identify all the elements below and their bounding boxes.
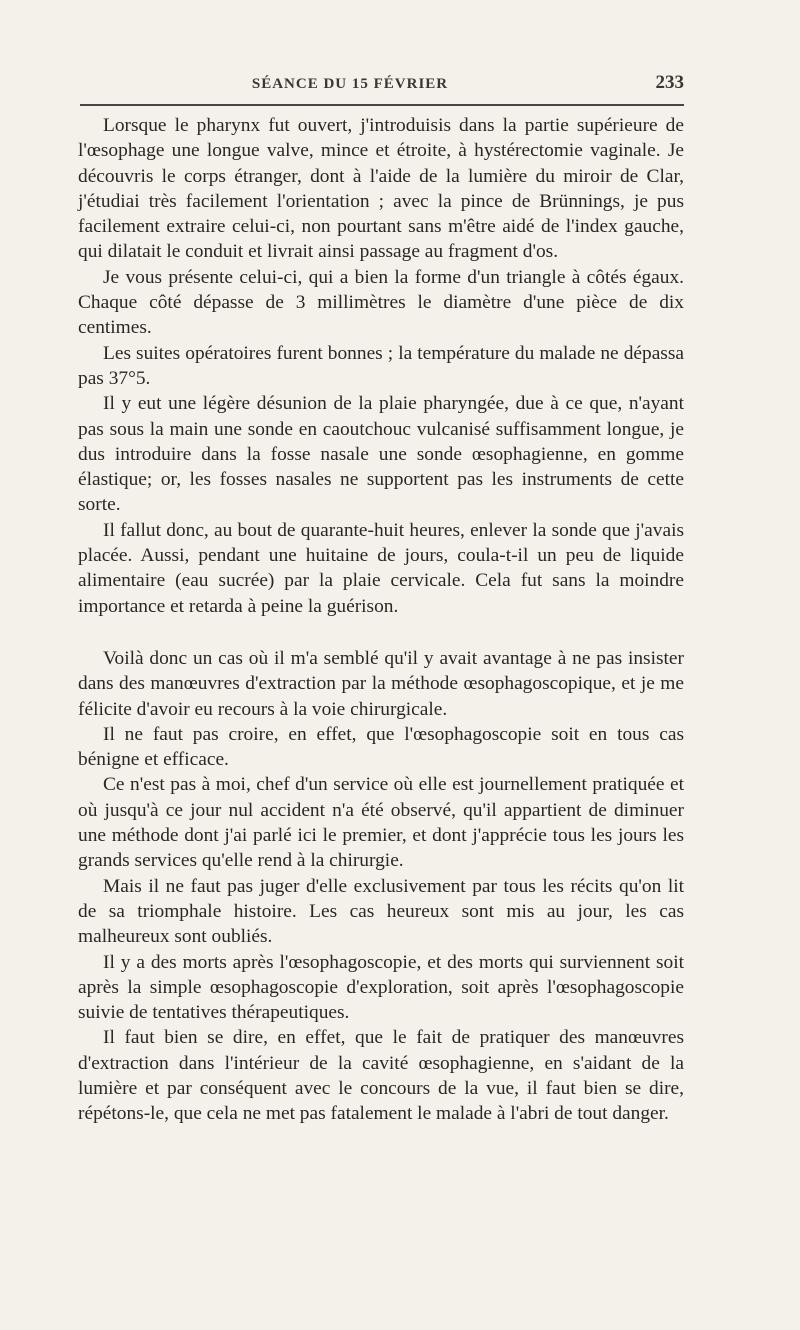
page-number: 233 — [655, 72, 684, 93]
paragraph: Lorsque le pharynx fut ouvert, j'introduisis dans la partie supérieure de l'œsophage une longue valve, mince et étroite, à hystérectomie vaginale. Je découvris le corps étranger, dont à l'aide de la lumière du miroir de Clar, j'étudiai très facilement l'orientation ; avec la pince de Brünnings, je pus facilement extraire celui-ci, non pourtant sans m'être aidé de l'index gauche, qui dilatait le conduit et livrait ainsi passage au fragment d'os. — [78, 115, 684, 263]
paragraph: Il y eut une légère désunion de la plaie pharyngée, due à ce que, n'ayant pas sous la main une sonde en caoutchouc vulcanisé suffisamment longue, je dus introduire dans la fosse nasale une sonde œsophagienne, en gomme élastique; or, les fosses nasales ne supportent pas les instruments de cette sorte. — [78, 393, 684, 516]
page-header — [0, 64, 800, 94]
paragraph: Il ne faut pas croire, en effet, que l'œsophagoscopie soit en tous cas bénigne et efficace. — [78, 723, 684, 771]
paragraph: Voilà donc un cas où il m'a semblé qu'il y avait avantage à ne pas insister dans des manœuvres d'extraction par la méthode œsophagoscopique, et je me félicite d'avoir eu recours à la voie chirurgicale. — [78, 647, 684, 720]
paragraph: Mais il ne faut pas juger d'elle exclusivement par tous les récits qu'on lit de sa triomphale histoire. Les cas heureux sont mis au jour, les cas malheureux sont oubliés. — [78, 875, 684, 948]
running-head: SÉANCE DU 15 FÉVRIER — [251, 76, 449, 92]
paragraph: Les suites opératoires furent bonnes ; la température du malade ne dépassa pas 37°5. — [78, 342, 684, 389]
paragraph: Il y a des morts après l'œsophagoscopie, et des morts qui surviennent soit après la simple œsophagoscopie d'exploration, soit après l'œsophagoscopie suivie de tentatives thérapeutiques. — [78, 951, 684, 1024]
paragraph: Ce n'est pas à moi, chef d'un service où elle est journellement pratiquée et où jusqu'à ce jour nul accident n'a été observé, qu'il appartient de diminuer une méthode dont j'ai parlé ici le premier, et dont j'apprécie tous les jours les grands services qu'elle rend à la chirurgie. — [78, 774, 684, 872]
paragraph: Il faut bien se dire, en effet, que le fait de pratiquer des manœuvres d'extraction dans l'intérieur de la cavité œsophagienne, en s'aidant de la lumière et par conséquent avec le concours de la vue, il faut bien se dire, répétons-le, que cela ne met pas fatalement le malade à l'abri de tout danger. — [78, 1027, 684, 1125]
header-rule — [80, 104, 684, 106]
body-text — [78, 113, 684, 1127]
paragraph: Je vous présente celui-ci, qui a bien la forme d'un triangle à côtés égaux. Chaque côté dépasse de 3 millimètres le diamètre d'une pièce de dix centimes. — [78, 266, 684, 339]
paragraph: Il fallut donc, au bout de quarante-huit heures, enlever la sonde que j'avais placée. Aussi, pendant une huitaine de jours, coula-t-il un peu de liquide alimentaire (eau sucrée) par la plaie cervicale. Cela fut sans la moindre importance et retarda à peine la guérison. — [78, 519, 684, 617]
